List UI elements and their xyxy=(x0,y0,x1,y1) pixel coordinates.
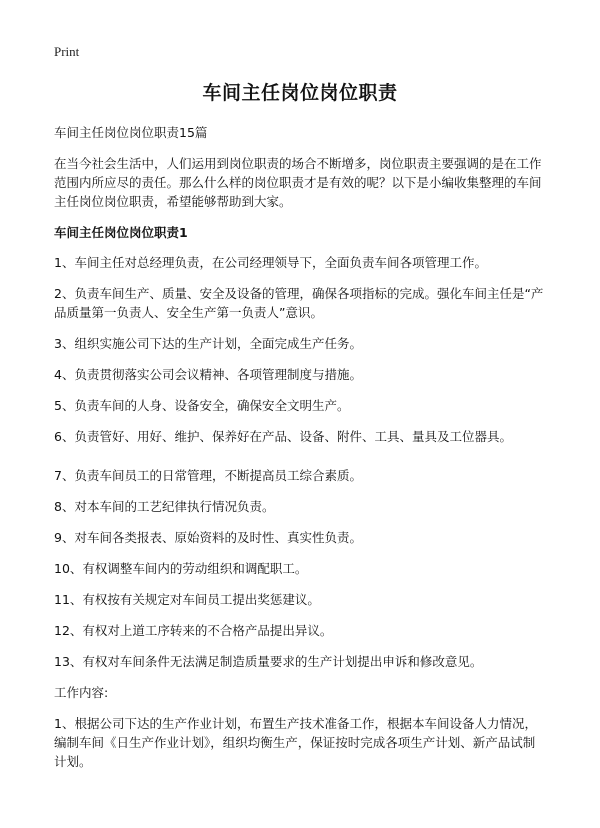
work-item: 1、根据公司下达的生产作业计划，布置生产技术准备工作，根据本车间设备人力情况，编制车间《日生产作业计划》，组织均衡生产，保证按时完成各项生产计划、新产品试制计划。 xyxy=(54,716,537,769)
section-heading: 车间主任岗位岗位职责1 xyxy=(54,225,188,240)
duty-item: 8、对本车间的工艺纪律执行情况负责。 xyxy=(54,499,275,514)
duty-item: 9、对车间各类报表、原始资料的及时性、真实性负责。 xyxy=(54,530,362,545)
document-body xyxy=(54,78,546,783)
print-link[interactable]: Print xyxy=(54,44,80,59)
duty-item: 13、有权对车间条件无法满足制造质量要求的生产计划提出申诉和修改意见。 xyxy=(54,654,483,669)
duty-item: 6、负责管好、用好、维护、保养好在产品、设备、附件、工具、量具及工位器具。 xyxy=(54,429,512,444)
duty-item: 2、负责车间生产、质量、安全及设备的管理，确保各项指标的完成。强化车间主任是“产品质量第一负责人、安全生产第一负责人”意识。 xyxy=(54,286,544,320)
document-subtitle: 车间主任岗位岗位职责15篇 xyxy=(54,125,208,140)
duty-item: 12、有权对上道工序转来的不合格产品提出异议。 xyxy=(54,623,333,638)
duty-item: 7、负责车间员工的日常管理，不断提高员工综合素质。 xyxy=(54,468,362,483)
intro-paragraph: 在当今社会生活中，人们运用到岗位职责的场合不断增多，岗位职责主要强调的是在工作范围内所应尽的责任。那么什么样的岗位职责才是有效的呢？以下是小编收集整理的车间主任岗位岗位职责，希望能够帮助到大家。 xyxy=(54,156,542,209)
duty-item: 3、组织实施公司下达的生产计划，全面完成生产任务。 xyxy=(54,336,362,351)
duty-item: 1、车间主任对总经理负责，在公司经理领导下，全面负责车间各项管理工作。 xyxy=(54,255,487,270)
duty-item: 5、负责车间的人身、设备安全，确保安全文明生产。 xyxy=(54,398,350,413)
work-content-heading: 工作内容: xyxy=(54,685,109,700)
page-title: 车间主任岗位岗位职责 xyxy=(202,82,398,104)
duty-item: 11、有权按有关规定对车间员工提出奖惩建议。 xyxy=(54,592,320,607)
duty-item: 4、负责贯彻落实公司会议精神、各项管理制度与措施。 xyxy=(54,367,362,382)
duty-item: 10、有权调整车间内的劳动组织和调配职工。 xyxy=(54,561,308,576)
